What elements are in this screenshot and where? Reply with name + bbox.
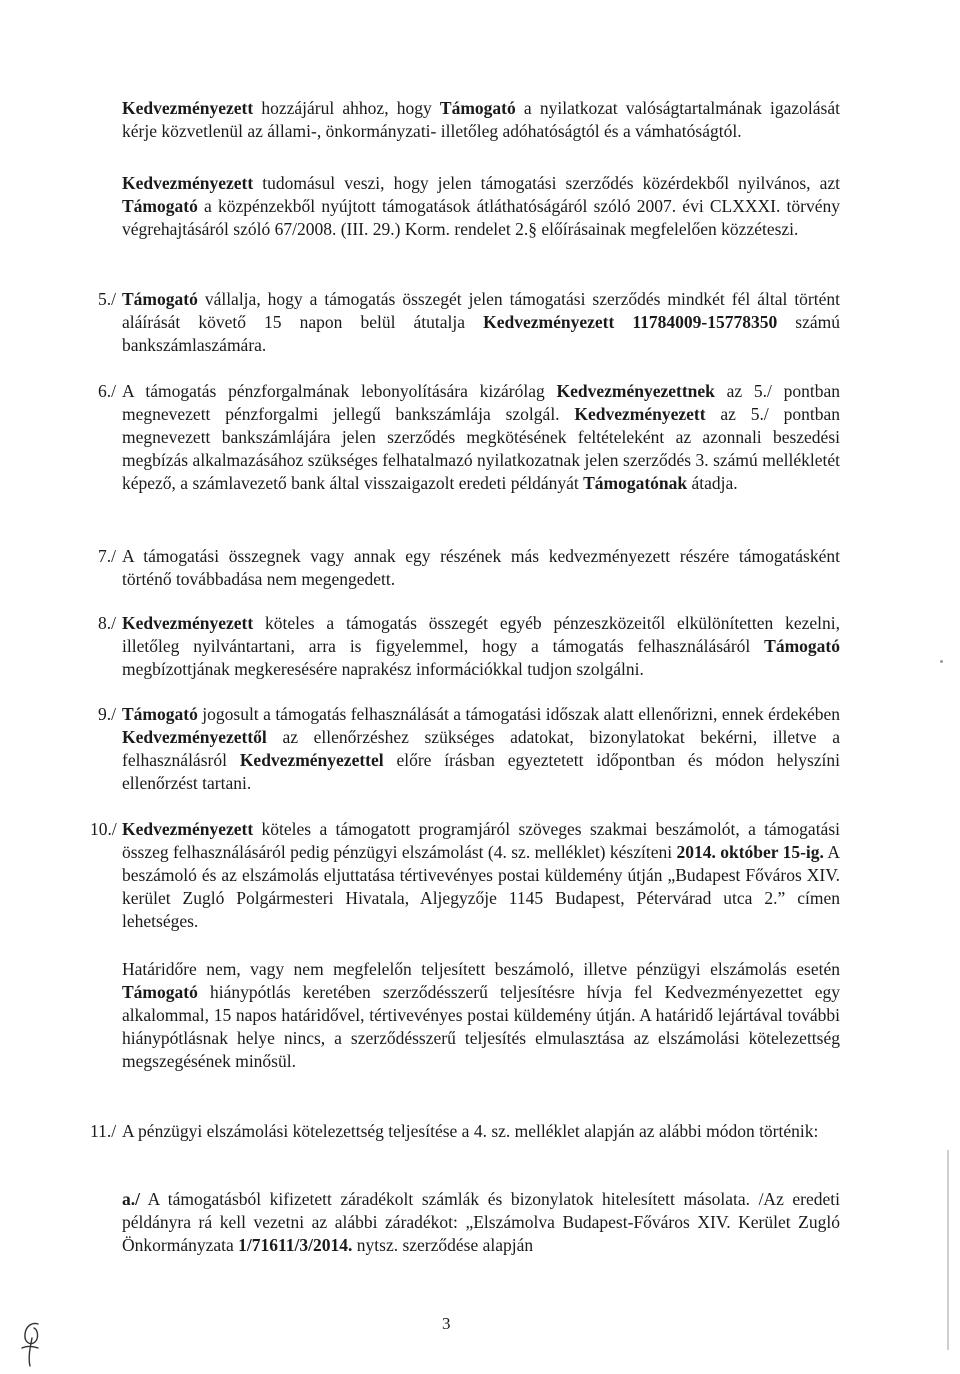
term-tamogato: Támogató	[122, 196, 198, 216]
term-tamogato: Támogató	[122, 704, 198, 724]
item-6	[122, 380, 840, 495]
item-number-8: 8./	[98, 613, 116, 633]
term-kedvezmenyezettel: Kedvezményezettel	[239, 750, 384, 770]
text: A támogatási összegnek vagy annak egy részének más kedvezményezett részére támogatásként történő továbbadása nem megengedett.	[122, 546, 840, 589]
text: hiánypótlás keretében szerződésszerű teljesítésre hívja fel Kedvezményezettet egy alkalommal, 15 napos határidővel, tértivevényes postai küldemény útján. A határidő lejártával további hiánypótlásnak helye nincs, a szerződésszerű teljesítés elmulasztása az elszámolási kötelezettség megszegésének minősül.	[122, 982, 840, 1071]
term-kedvezmenyezett: Kedvezményezett	[122, 98, 254, 118]
item-number-6: 6./	[98, 381, 116, 401]
term-kedvezmenyezettol: Kedvezményezettől	[122, 727, 267, 747]
text: átadja.	[687, 473, 738, 493]
subitem-label: a./	[122, 1189, 140, 1209]
text: az 5./ pontban megnevezett pénzforgalmi jellegű bankszámlája szolgál.	[122, 381, 841, 424]
text: köteles a támogatás összegét egyéb pénzeszközeitől elkülönítetten kezelni, illetőleg nyilvántartani, arra is figyelemmel, hogy a támogatás felhasználásáról	[122, 613, 840, 656]
item-11-a	[122, 1188, 840, 1257]
text: számú bankszámlaszámára.	[122, 312, 840, 355]
contract-number: 1/71611/3/2014.	[238, 1235, 353, 1255]
item-5	[122, 288, 840, 357]
text: a közpénzekből nyújtott támogatások átláthatóságáról szóló 2007. évi CLXXXI. törvény végrehajtásáról szóló 67/2008. (III. 29.) Korm. rendelet 2.§ előírásainak megfelelően közzéteszi.	[122, 196, 840, 239]
text: Határidőre nem, vagy nem megfelelőn teljesített beszámoló, illetve pénzügyi elszámolás esetén	[122, 959, 840, 979]
text: megbízottjának megkeresésére naprakész információkkal tudjon szolgálni.	[122, 659, 644, 679]
text: A pénzügyi elszámolási kötelezettség teljesítése a 4. sz. melléklet alapján az alábbi módon történik:	[122, 1121, 819, 1141]
term-kedvezmenyezett: Kedvezményezett	[122, 173, 254, 193]
scan-edge	[947, 1150, 949, 1350]
term-tamogato: Támogató	[122, 982, 198, 1002]
term-kedvezmenyezett: Kedvezményezett	[122, 819, 254, 839]
term-kedvezmenyezett: Kedvezményezett	[122, 613, 254, 633]
item-9	[122, 703, 840, 795]
text: tudomásul veszi, hogy jelen támogatási szerződés közérdekből nyilvános, azt	[253, 173, 840, 193]
text: nytsz. szerződése alapján	[352, 1235, 534, 1255]
initials-signature	[8, 1318, 50, 1368]
item-number-7: 7./	[98, 546, 116, 566]
item-10-followup	[122, 958, 840, 1073]
item-number-10: 10./	[90, 819, 117, 839]
deadline: 2014. október 15-ig.	[676, 842, 824, 862]
text: hozzájárul ahhoz, hogy	[253, 98, 440, 118]
text: a nyilatkozat valóságtartalmának igazolását kérje közvetlenül az állami-, önkormányzati- illetőleg adóhatóságtól és a vámhatóságtól.	[122, 98, 840, 141]
paragraph-consent	[122, 97, 840, 143]
text: köteles a támogatott programjáról szöveges szakmai beszámolót, a támogatási összeg felhasználásáról pedig pénzügyi elszámolást (4. sz. melléklet) készíteni	[122, 819, 840, 862]
text: A beszámoló és az elszámolás eljuttatása tértivevényes postai küldemény útján „Budapest Főváros XIV. kerület Zugló Polgármesteri Hivatala, Aljegyzője 1145 Budapest, Pétervárad utca 2.” címen lehetséges.	[122, 842, 840, 931]
scan-speck	[940, 660, 943, 663]
term-tamogato: Támogató	[764, 636, 840, 656]
term-kedvezmenyezett: Kedvezményezett	[574, 404, 706, 424]
page-number: 3	[442, 1314, 451, 1333]
text: előre írásban egyeztetett időpontban és módon helyszíni ellenőrzést tartani.	[122, 750, 841, 793]
item-number-5: 5./	[98, 289, 116, 309]
term-kedvezmenyezettnek: Kedvezményezettnek	[556, 381, 715, 401]
bank-account: Kedvezményezett 11784009-15778350	[483, 312, 778, 332]
term-tamogato: Támogató	[122, 289, 198, 309]
term-tamogato: Támogató	[439, 98, 516, 118]
paragraph-publication	[122, 172, 840, 241]
item-8	[122, 612, 840, 681]
text: A támogatás pénzforgalmának lebonyolítására kizárólag	[122, 381, 557, 401]
text: vállalja, hogy a támogatás összegét jelen támogatási szerződés mindkét fél által történt aláírását követő 15 napon belül átutalja	[122, 289, 840, 332]
item-10	[122, 818, 840, 933]
text: jogosult a támogatás felhasználását a támogatási időszak alatt ellenőrizni, ennek érdekében	[197, 704, 840, 724]
item-number-9: 9./	[98, 704, 116, 724]
text: az 5./ pontban megnevezett bankszámlájára jelen szerződés megkötésének feltételeként az azonnali beszedési megbízás alkalmazásához szükséges felhatalmazó nyilatkozatnak jelen szerződés 3. számú mellékletét képező, a számlavezető bank által visszaigazolt eredeti példányát	[122, 404, 840, 493]
item-number-11: 11./	[90, 1121, 117, 1141]
text: A támogatásból kifizetett záradékolt számlák és bizonylatok hitelesített másolata. /Az eredeti példányra rá kell vezetni az alábbi záradékot: „Elszámolva Budapest-Főváros XIV. Kerület Zugló Önkormányzata	[122, 1189, 840, 1255]
item-7	[122, 545, 840, 591]
item-11	[122, 1120, 840, 1143]
text: az ellenőrzéshez szükséges adatokat, bizonylatokat bekérni, illetve a felhasználásról	[122, 727, 840, 770]
term-tamogatonak: Támogatónak	[583, 473, 688, 493]
